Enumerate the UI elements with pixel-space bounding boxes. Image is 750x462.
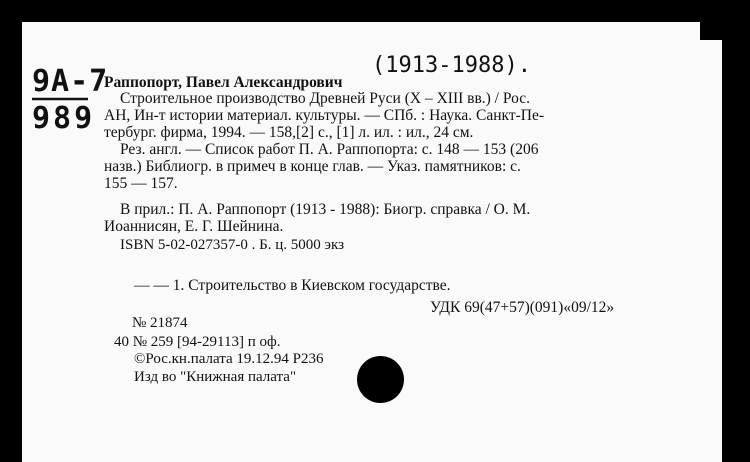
call-number-top: 9A-7: [32, 64, 109, 99]
udc-code: УДК 69(47+57)(091)«09/12»: [430, 299, 615, 316]
notes-line-1: Рез. англ. — Список работ П. А. Раппопорта: с. 148 — 153 (206: [120, 141, 539, 158]
copyright-line: ©Рос.кн.палата 19.12.94 Р236: [134, 351, 324, 367]
registration-number: № 21874: [132, 315, 188, 331]
author-heading: Раппопорт, Павел Александрович: [104, 74, 343, 91]
title-line: Строительное производство Древней Руси (X – XIII вв.) / Рос.: [120, 90, 530, 107]
notes-line-2: назв.) Библиогр. в примеч в конце глав. — Указ. памятников: с.: [104, 158, 521, 175]
punch-hole: [357, 356, 404, 403]
publication-line-1: АН, Ин-т истории материал. культуры. — СПб. : Наука. Санкт-Пе-: [104, 107, 545, 124]
notes-line-3: 155 — 157.: [104, 175, 178, 192]
appendix-line-2: Иоаннисян, Е. Г. Шейнина.: [104, 218, 284, 235]
call-number-bottom: 989: [32, 101, 96, 136]
call-number-underline: [30, 96, 92, 102]
order-number: 40 № 259 [94-29113] п оф.: [114, 334, 281, 350]
publication-line-2: тербург. фирма, 1994. — 158,[2] с., [1] л. ил. : ил., 24 см.: [104, 124, 474, 141]
isbn-line: ISBN 5-02-027357-0 . Б. ц. 5000 экз: [120, 237, 345, 253]
handwritten-dates: (1913-1988).: [372, 53, 531, 78]
appendix-line-1: В прил.: П. А. Раппопорт (1913 - 1988): Биогр. справка / О. М.: [120, 201, 531, 218]
subject-heading: — — 1. Строительство в Киевском государстве.: [134, 277, 451, 294]
printer-line: Изд во "Книжная палата": [134, 369, 297, 385]
